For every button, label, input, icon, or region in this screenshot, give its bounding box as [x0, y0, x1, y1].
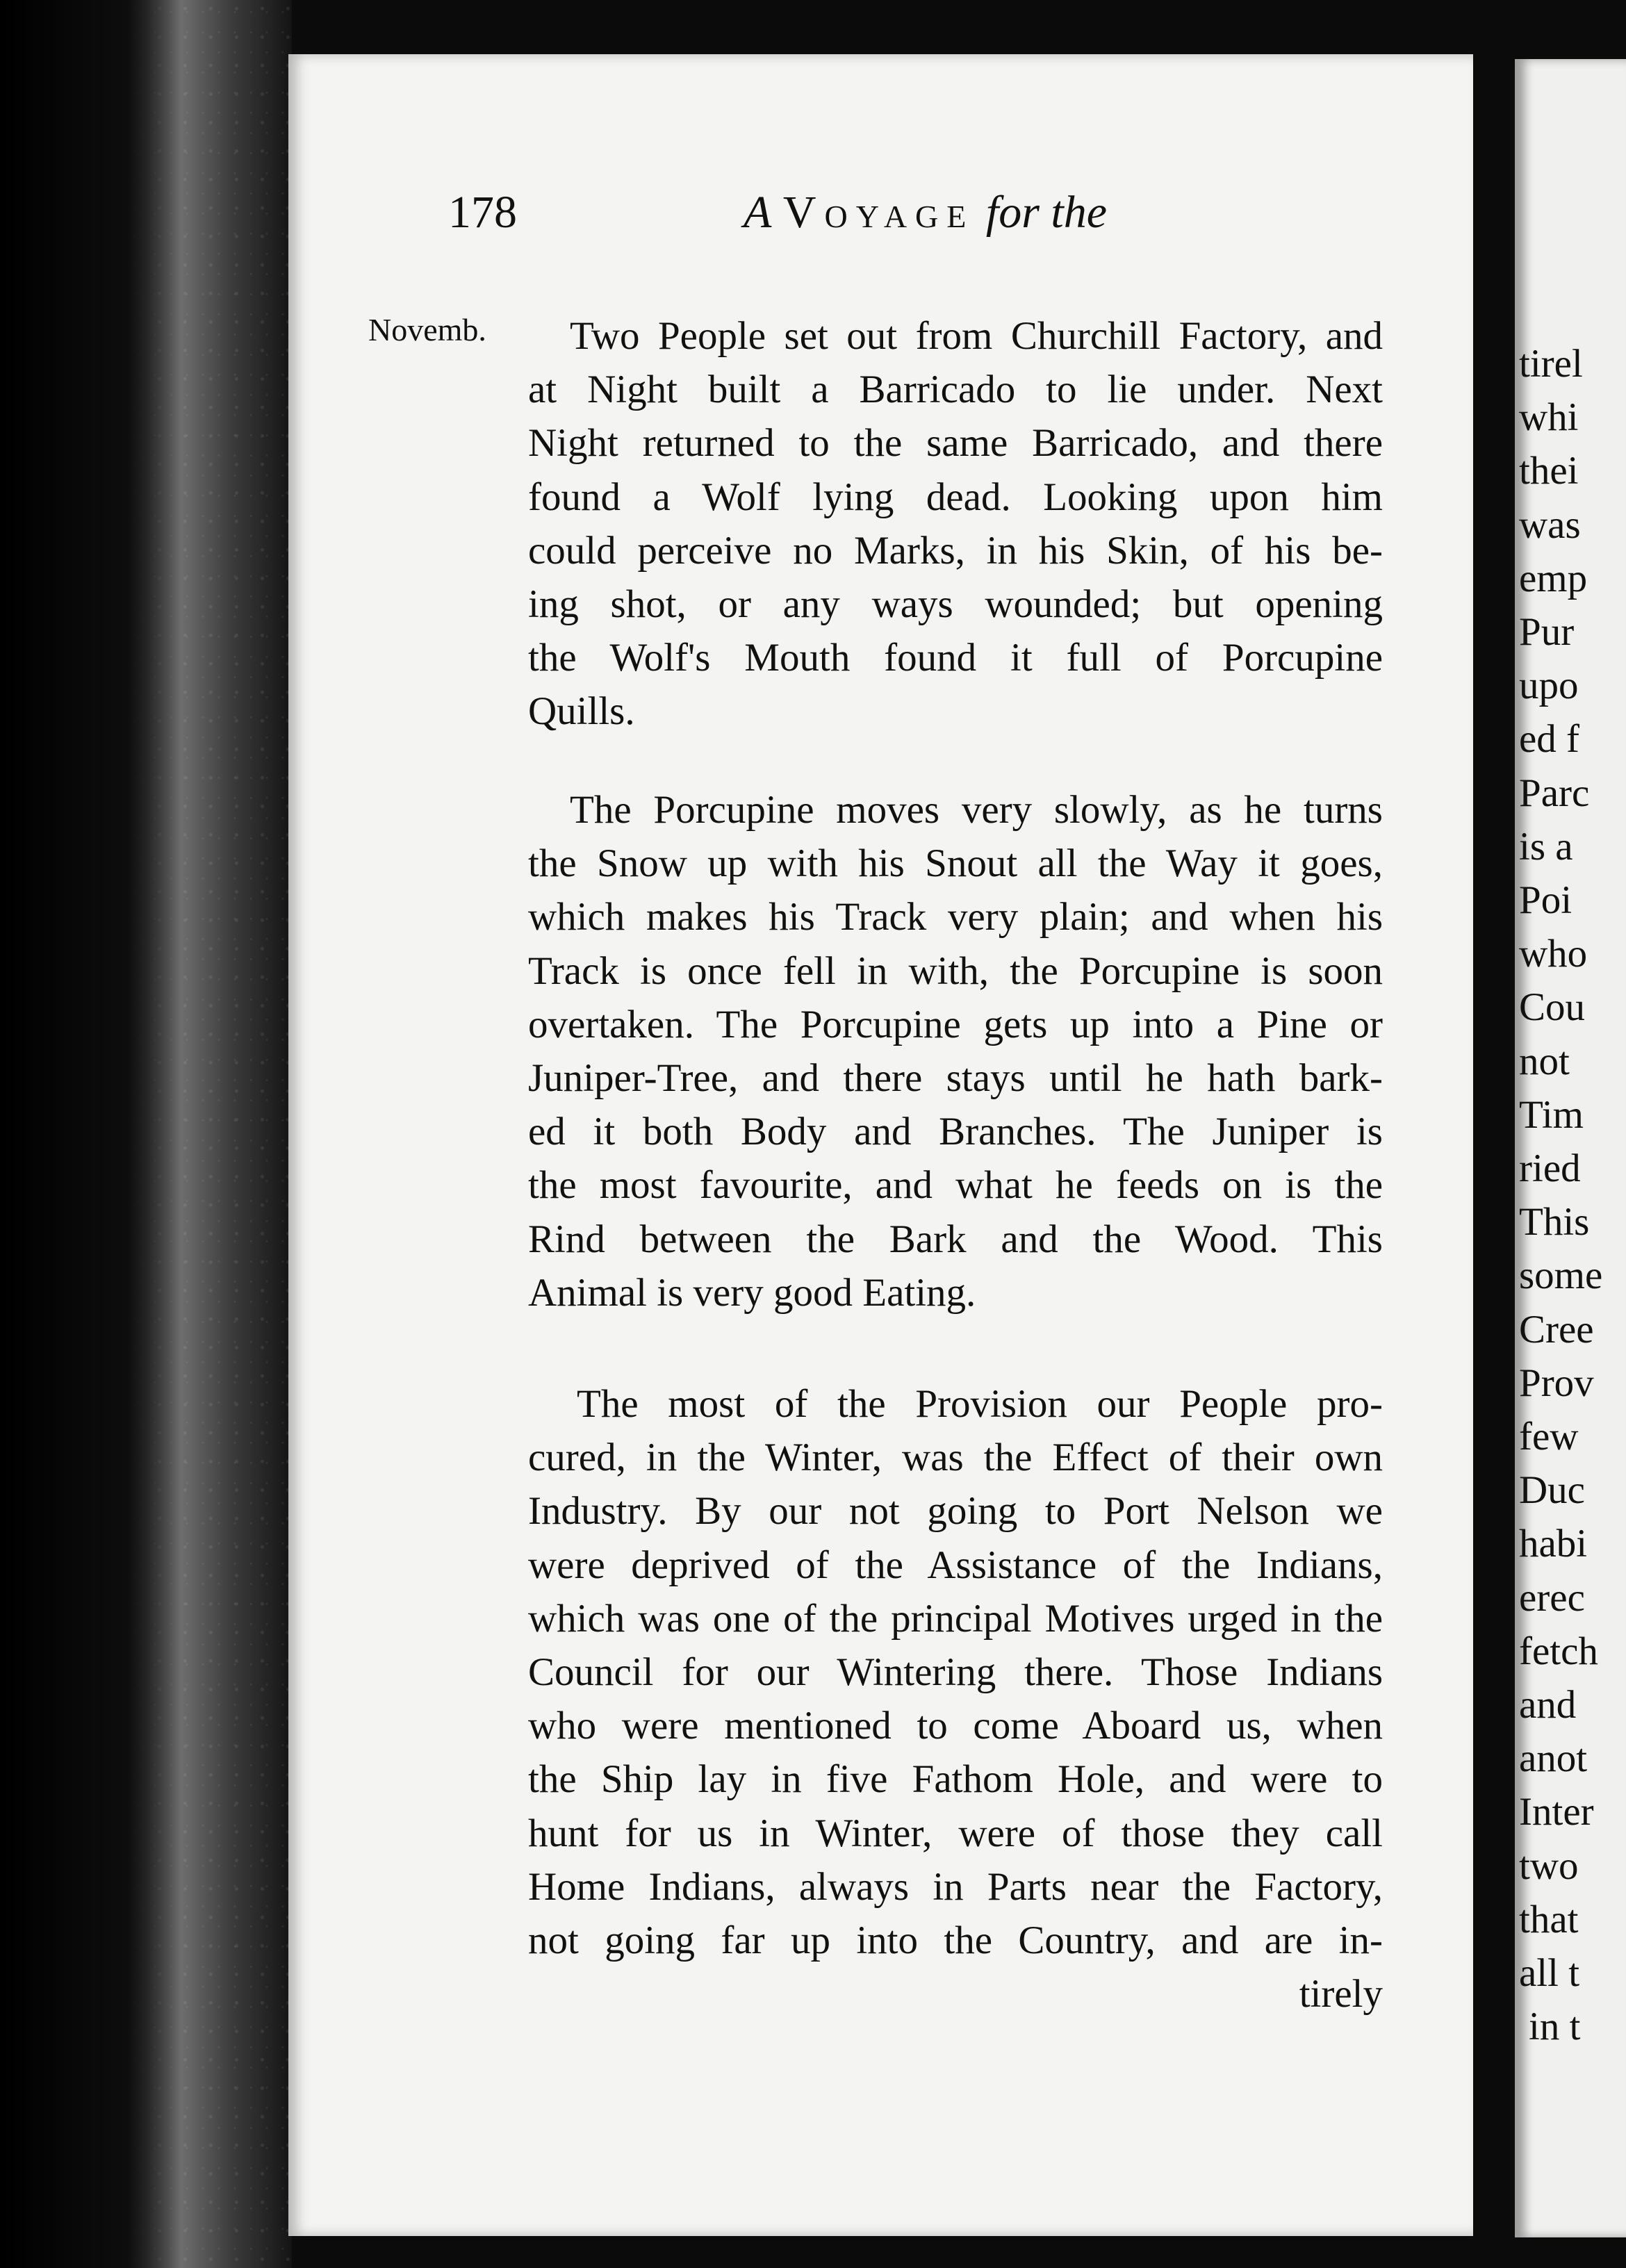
text-fragment: ed f — [1519, 717, 1580, 762]
text-line: overtaken. The Porcupine gets up into a Pine or — [528, 1002, 1383, 1046]
running-title-a: A — [744, 187, 772, 238]
text-line: were deprived of the Assistance of the Indians, — [528, 1543, 1383, 1587]
text-fragment: not — [1519, 1039, 1570, 1083]
paragraph-2 — [528, 783, 1383, 1320]
text-line: Home Indians, always in Parts near the Factory, — [528, 1864, 1383, 1909]
text-line: which was one of the principal Motives urged in the — [528, 1596, 1383, 1641]
text-line: The Porcupine moves very slowly, as he turns — [570, 788, 1383, 832]
text-fragment: whi — [1519, 395, 1579, 440]
text-line: ed it both Body and Branches. The Juniper is — [528, 1110, 1383, 1154]
text-fragment: Parc — [1519, 771, 1590, 815]
text-line: Rind between the Bark and the Wood. This — [528, 1217, 1383, 1261]
paragraph-3 — [528, 1377, 1383, 2021]
running-title-voyage: Voyage — [782, 187, 975, 238]
text-fragment: habi — [1519, 1522, 1588, 1566]
text-fragment: was — [1519, 502, 1581, 547]
text-fragment: This — [1519, 1200, 1590, 1244]
right-page-edge — [1515, 59, 1626, 2237]
text-fragment: and — [1519, 1683, 1577, 1727]
text-line: Industry. By our not going to Port Nelson we — [528, 1489, 1383, 1534]
text-line: not going far up into the Country, and are in- — [528, 1918, 1383, 1963]
text-fragment: all t — [1519, 1951, 1580, 1996]
text-line: found a Wolf lying dead. Looking upon him — [528, 475, 1383, 519]
text-line: the Ship lay in five Fathom Hole, and were to — [528, 1757, 1383, 1802]
text-line: The most of the Provision our People pro- — [577, 1382, 1383, 1426]
text-line: Quills. — [528, 689, 635, 734]
text-line: cured, in the Winter, was the Effect of their own — [528, 1436, 1383, 1480]
text-fragment: Cree — [1519, 1307, 1594, 1351]
text-fragment: Tim — [1519, 1092, 1584, 1137]
text-line: ing shot, or any ways wounded; but opening — [528, 582, 1383, 627]
text-line: Night returned to the same Barricado, and there — [528, 421, 1383, 466]
text-line: the Snow up with his Snout all the Way it goes, — [528, 841, 1383, 886]
text-fragment: erec — [1519, 1575, 1585, 1620]
running-title — [744, 186, 1107, 239]
text-fragment: Duc — [1519, 1468, 1585, 1513]
text-fragment: anot — [1519, 1736, 1588, 1781]
page-header — [368, 186, 1480, 270]
text-line: which makes his Track very plain; and when his — [528, 895, 1383, 939]
text-line: Council for our Wintering there. Those Indians — [528, 1650, 1383, 1695]
page-number: 178 — [448, 187, 517, 238]
text-fragment: Cou — [1519, 985, 1586, 1030]
text-fragment: ried — [1519, 1147, 1581, 1191]
text-fragment: is a — [1519, 824, 1573, 869]
text-fragment: in t — [1529, 2005, 1581, 2049]
paragraph-1 — [528, 309, 1383, 739]
text-fragment: Pur — [1519, 610, 1575, 655]
text-fragment: some — [1519, 1254, 1603, 1298]
text-line: the most favourite, and what he feeds on is the — [528, 1163, 1383, 1208]
text-line: who were mentioned to come Aboard us, when — [528, 1704, 1383, 1748]
margin-note: Novemb. — [368, 312, 486, 347]
book-edge-shadow — [0, 0, 181, 2268]
text-line: hunt for us in Winter, were of those they call — [528, 1811, 1383, 1855]
text-fragment: who — [1519, 932, 1588, 976]
catchword: tirely — [1299, 1972, 1383, 2016]
text-line: Track is once fell in with, the Porcupine is soon — [528, 948, 1383, 993]
text-fragment: that — [1519, 1897, 1579, 1941]
text-line: Animal is very good Eating. — [528, 1270, 976, 1315]
text-fragment: Poi — [1519, 878, 1572, 923]
text-fragment: thei — [1519, 449, 1579, 493]
text-fragment: Prov — [1519, 1361, 1594, 1405]
text-line: could perceive no Marks, in his Skin, of his be- — [528, 528, 1383, 573]
text-fragment: few — [1519, 1415, 1579, 1459]
text-line: Juniper-Tree, and there stays until he hath bark- — [528, 1056, 1383, 1101]
text-fragment: tirel — [1519, 342, 1583, 386]
text-fragment: upo — [1519, 664, 1579, 708]
text-fragment: Inter — [1519, 1790, 1594, 1834]
text-fragment: fetch — [1519, 1629, 1598, 1673]
text-line: at Night built a Barricado to lie under. Next — [528, 368, 1383, 412]
running-title-rest: for the — [985, 187, 1108, 238]
text-line: Two People set out from Churchill Factory, and — [570, 314, 1383, 358]
text-line: the Wolf's Mouth found it full of Porcupine — [528, 636, 1383, 680]
right-page-text — [1515, 337, 1626, 2054]
text-fragment: emp — [1519, 556, 1588, 600]
text-fragment: two — [1519, 1843, 1579, 1888]
